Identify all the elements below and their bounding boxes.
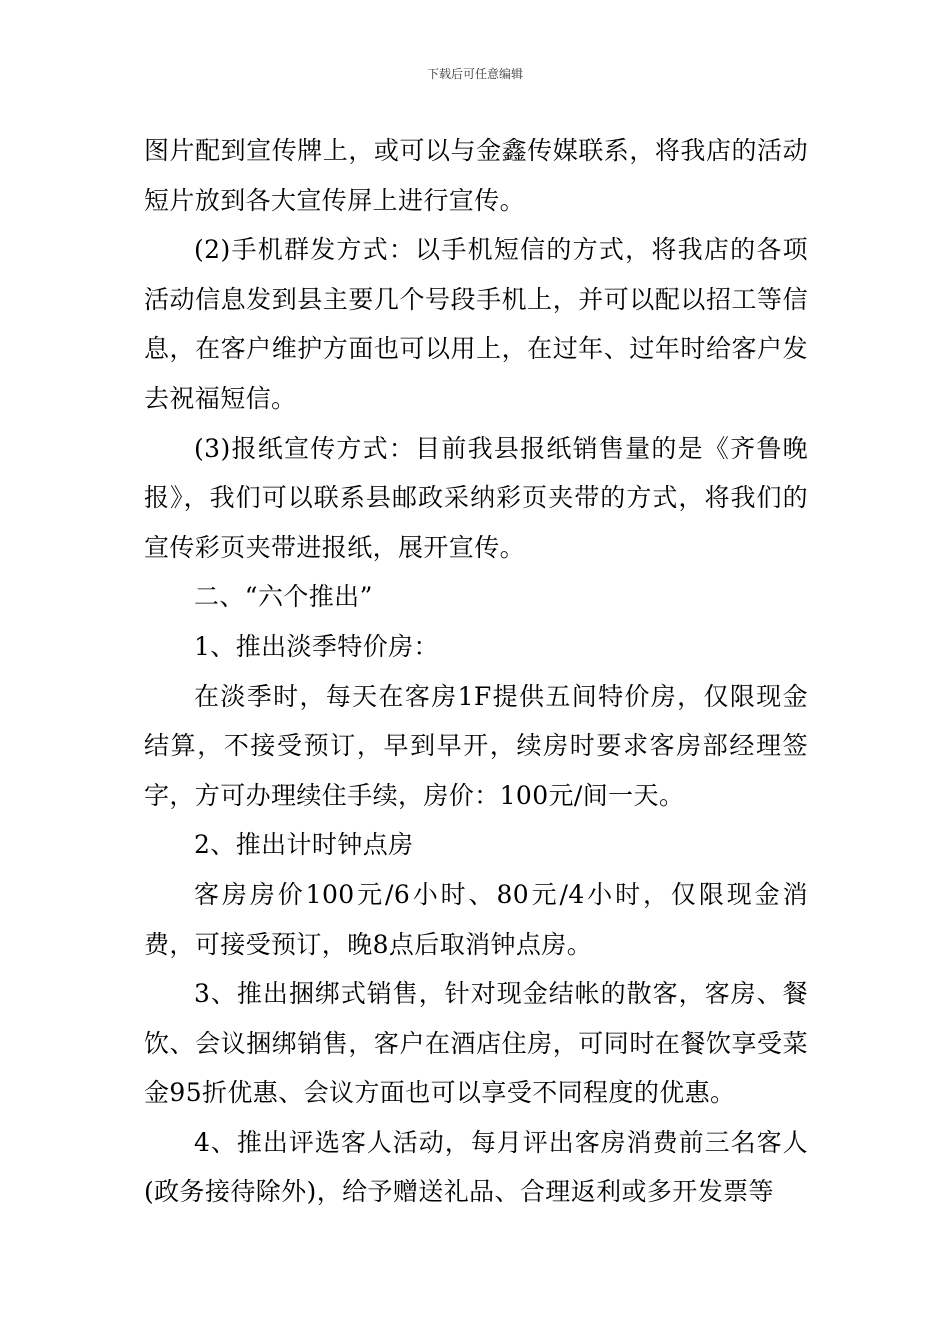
item-heading-off-season-rooms: 1、推出淡季特价房： — [194, 631, 439, 661]
paragraph-guest-selection: 4、推出评选客人活动，每月评出客房消费前三名客人(政务接待除外)，给予赠送礼品、合理返利或多开发票等 — [144, 1127, 808, 1207]
document-body — [144, 126, 808, 1217]
paragraph-sms-broadcast: (2)手机群发方式：以手机短信的方式，将我店的各项活动信息发到县主要几个号段手机上，并可以配以招工等信息，在客户维护方面也可以用上，在过年、过年时给客户发去祝福短信。 — [144, 235, 808, 413]
paragraph-bundled-sales: 3、推出捆绑式销售，针对现金结帐的散客，客房、餐饮、会议捆绑销售，客户在酒店住房，可同时在餐饮享受菜金95折优惠、会议方面也可以享受不同程度的优惠。 — [144, 979, 808, 1108]
paragraph-newspaper-ads: (3)报纸宣传方式：目前我县报纸销售量的是《齐鲁晚报》，我们可以联系县邮政采纳彩页夹带的方式，将我们的宣传彩页夹带进报纸，展开宣传。 — [144, 433, 808, 562]
item-heading-hourly-rooms: 2、推出计时钟点房 — [194, 830, 414, 860]
paragraph-continuation: 图片配到宣传牌上，或可以与金鑫传媒联系，将我店的活动短片放到各大宣传屏上进行宣传。 — [144, 136, 808, 215]
section-heading-six-launches: 二、“六个推出” — [194, 582, 373, 612]
page-header-note: 下载后可任意编辑 — [426, 67, 523, 81]
paragraph-off-season-rooms: 在淡季时，每天在客房1F提供五间特价房，仅限现金结算，不接受预订，早到早开，续房时要求客房部经理签字，方可办理续住手续，房价：100元/间一天。 — [144, 681, 808, 810]
paragraph-hourly-rooms: 客房房价100元/6小时、80元/4小时，仅限现金消费，可接受预订，晚8点后取消钟点房。 — [144, 879, 808, 959]
